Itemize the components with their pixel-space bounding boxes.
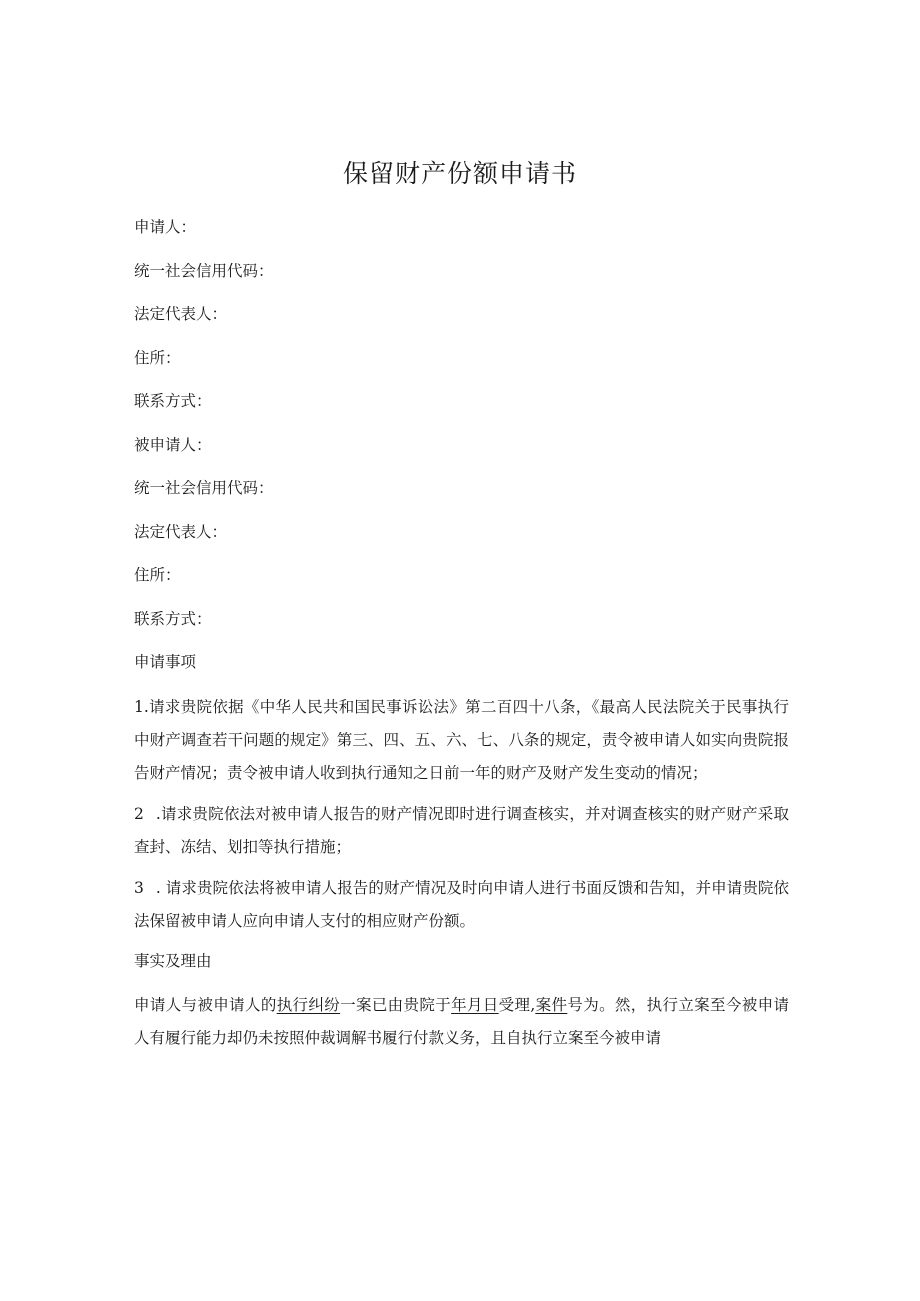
respondent-address-field: 住所： [134,566,181,584]
facts-underlined-text: 案件 [535,996,568,1014]
facts-text: 一案已由贵院于 [340,996,452,1014]
applicant-contact-field: 联系方式： [134,392,212,410]
request-text: .请求贵院依法对被申请人报告的财产情况即时进行调查核实，并对调查核实的财产财产采取查封、冻结、划扣等执行措施； [134,804,789,856]
request-item-2 [134,798,789,864]
respondent-name-field: 被申请人： [134,435,212,454]
request-item-3 [134,872,789,938]
applicant-legal-rep-field: 法定代表人： [134,305,228,323]
applicant-name-field: 申请人： [134,218,197,236]
request-item-1 [134,691,789,790]
request-text: 请求贵院依据《中华人民共和国民事诉讼法》第二百四十八条，《最高人民法院关于民事执行中财产调查若干问题的规定》第三、四、五、六、七、八条的规定，责令被申请人如实向贵院报告财产情况；责令被申请人收到执行通知之日前一年的财产及财产发生变动的情况； [134,697,789,782]
facts-text: 申请人与被申请人的 [134,996,277,1014]
requests-heading: 申请事项 [134,653,197,671]
request-number: 2 [134,804,144,823]
applicant-address-field: 住所： [134,348,181,367]
facts-underlined-text: 年月日 [451,996,499,1014]
respondent-credit-code-field: 统一社会信用代码： [134,479,274,497]
facts-text: 号为。然，执行立案至今被申请人有履行能力却仍未按照仲裁调解书履行付款义务，且自执行立案至今被申请 [134,996,789,1047]
facts-text: 受理, [498,996,536,1014]
request-number: 1. [134,697,149,716]
document-body [134,212,789,1055]
respondent-contact-field: 联系方式： [134,609,212,628]
document-title: 保留财产份额申请书 [342,159,577,188]
request-number: 3 [134,878,144,897]
facts-heading: 事实及理由 [134,951,212,970]
request-text: . 请求贵院依法将被申请人报告的财产情况及时向申请人进行书面反馈和告知，并申请贵院依法保留被申请人应向申请人支付的相应财产份额。 [134,878,789,930]
facts-paragraph [134,989,789,1055]
applicant-credit-code-field: 统一社会信用代码： [134,261,274,280]
respondent-legal-rep-field: 法定代表人： [134,522,228,541]
facts-underlined-text: 执行纠纷 [276,996,341,1014]
